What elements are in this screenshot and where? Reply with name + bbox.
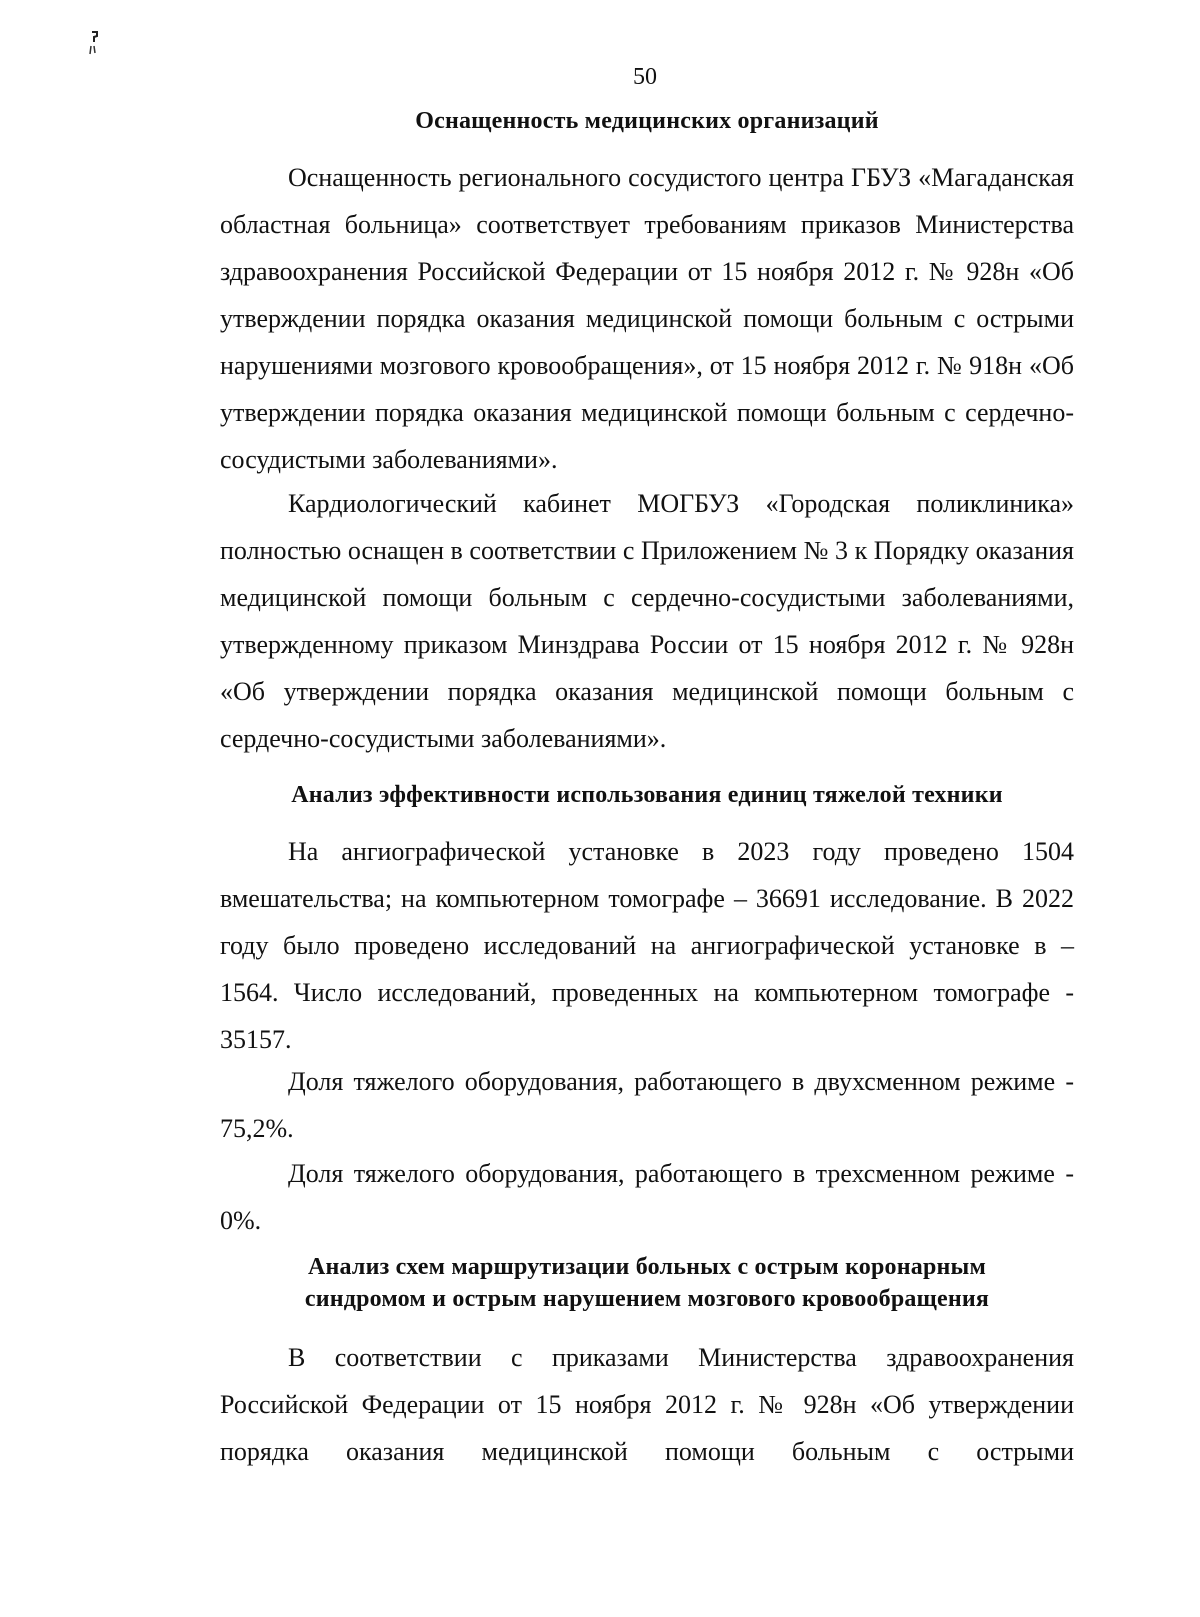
section-heading-heavy-equipment: Анализ эффективности использования единиц тяжелой техники: [291, 782, 1003, 808]
paragraph-three-shift-share: Доля тяжелого оборудования, работающего в трехсменном режиме - 0%.: [220, 1159, 1074, 1235]
paragraph-cardiology-cabinet: Кардиологический кабинет МОГБУЗ «Городская поликлиника» полностью оснащен в соответствии с Приложением № 3 к Порядку оказания медицинской помощи больным с сердечно-сосудистыми заболеваниями, утвержденному приказом Минздрава России от 15 ноября 2012 г. № 928н «Об утверждении порядка оказания медицинской помощи больным с сердечно-сосудистыми заболеваниями».: [220, 489, 1074, 753]
section-heading-routing-line2: синдромом и острым нарушением мозгового кровообращения: [304, 1286, 990, 1312]
paragraph-routing-orders: В соответствии с приказами Министерства здравоохранения Российской Федерации от 15 ноября 2012 г. № 928н «Об утверждении порядка оказания медицинской помощи больным с острыми: [220, 1343, 1074, 1466]
scan-mark-icon: [86, 28, 100, 58]
paragraph-angiography-stats: На ангиографической установке в 2023 году проведено 1504 вмешательства; на компьютерном томографе – 36691 исследование. В 2022 году было проведено исследований на ангиографической установке в – 1564. Число исследований, проведенных на компьютерном томографе - 35157.: [220, 837, 1074, 1054]
section-heading-routing-line1: Анализ схем маршрутизации больных с острым коронарным: [307, 1254, 987, 1280]
paragraph-regional-center: Оснащенность регионального сосудистого центра ГБУЗ «Магаданская областная больница» соответствует требованиям приказов Министерства здравоохранения Российской Федерации от 15 ноября 2012 г. № 928н «Об утверждении порядка оказания медицинской помощи больным с острыми нарушениями мозгового кровообращения», от 15 ноября 2012 г. № 918н «Об утверждении порядка оказания медицинской помощи больным с сердечно-сосудистыми заболеваниями».: [220, 163, 1074, 474]
page-number: 50: [633, 64, 657, 90]
section-heading-equipment: Оснащенность медицинских организаций: [415, 108, 879, 134]
paragraph-two-shift-share: Доля тяжелого оборудования, работающего в двухсменном режиме - 75,2%.: [220, 1067, 1074, 1143]
